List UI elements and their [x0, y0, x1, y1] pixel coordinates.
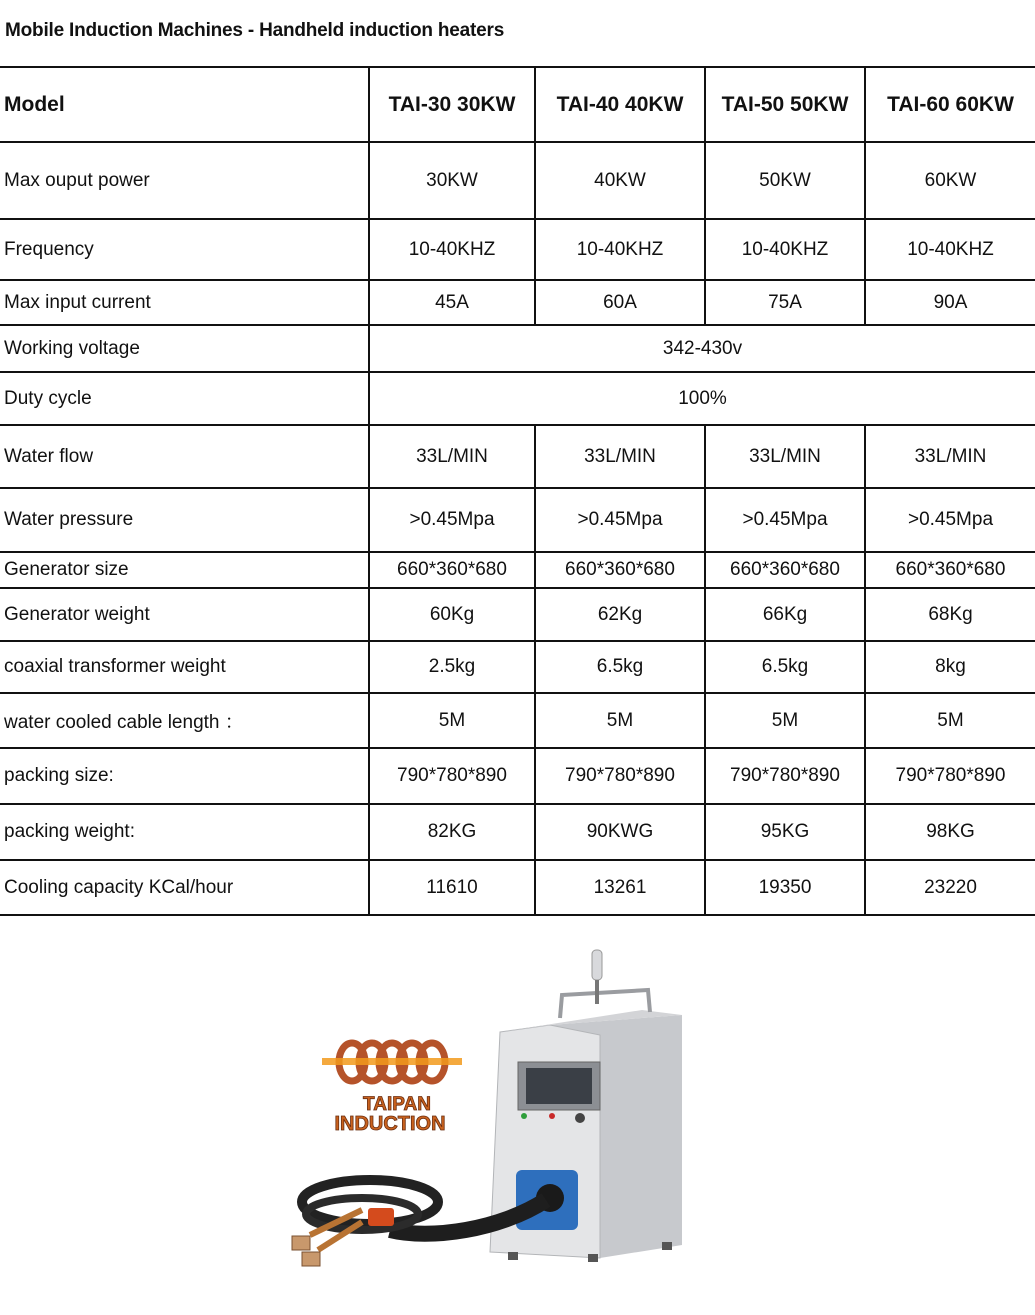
table-row: [0, 552, 1035, 588]
value-cell: 790*780*890: [865, 748, 1035, 804]
value-cell: 33L/MIN: [535, 425, 705, 488]
table-row: [0, 588, 1035, 641]
product-illustration: [270, 940, 710, 1305]
model-header: TAI-50 50KW: [705, 67, 865, 142]
value-cell: 10-40KHZ: [865, 219, 1035, 280]
value-cell: 5M: [705, 693, 865, 748]
value-cell: 30KW: [369, 142, 535, 219]
page-title: Mobile Induction Machines - Handheld induction heaters: [5, 20, 505, 41]
merged-value-cell: 342-430v: [369, 325, 1035, 372]
value-cell: 40KW: [535, 142, 705, 219]
value-cell: 2.5kg: [369, 641, 535, 693]
value-cell: 50KW: [705, 142, 865, 219]
row-label: Frequency: [0, 219, 369, 280]
model-header: TAI-30 30KW: [369, 67, 535, 142]
value-cell: 90A: [865, 280, 1035, 325]
value-cell: 95KG: [705, 804, 865, 860]
table-row: [0, 280, 1035, 325]
logo-line2: INDUCTION: [334, 1113, 446, 1135]
value-cell: 33L/MIN: [865, 425, 1035, 488]
table-row: [0, 860, 1035, 915]
table-row: [0, 325, 1035, 372]
model-header: TAI-40 40KW: [535, 67, 705, 142]
value-cell: 75A: [705, 280, 865, 325]
value-cell: 5M: [369, 693, 535, 748]
header-model-label: Model: [0, 67, 369, 142]
merged-value-cell: 100%: [369, 372, 1035, 425]
value-cell: 660*360*680: [865, 552, 1035, 588]
table-row: [0, 219, 1035, 280]
value-cell: 660*360*680: [705, 552, 865, 588]
value-cell: 60KW: [865, 142, 1035, 219]
row-label: Cooling capacity KCal/hour: [0, 860, 369, 915]
value-cell: 10-40KHZ: [369, 219, 535, 280]
value-cell: 6.5kg: [705, 641, 865, 693]
value-cell: 33L/MIN: [369, 425, 535, 488]
row-label: Working voltage: [0, 325, 369, 372]
value-cell: 790*780*890: [535, 748, 705, 804]
row-label: Duty cycle: [0, 372, 369, 425]
taipan-logo: [322, 1043, 462, 1135]
value-cell: 660*360*680: [535, 552, 705, 588]
value-cell: 5M: [535, 693, 705, 748]
value-cell: 660*360*680: [369, 552, 535, 588]
row-label: Generator weight: [0, 588, 369, 641]
value-cell: 10-40KHZ: [705, 219, 865, 280]
value-cell: 790*780*890: [369, 748, 535, 804]
value-cell: 45A: [369, 280, 535, 325]
row-label: Generator size: [0, 552, 369, 588]
spec-table: [0, 66, 1035, 916]
value-cell: 19350: [705, 860, 865, 915]
value-cell: 790*780*890: [705, 748, 865, 804]
table-row: [0, 425, 1035, 488]
row-label: Max input current: [0, 280, 369, 325]
value-cell: >0.45Mpa: [369, 488, 535, 552]
value-cell: 90KWG: [535, 804, 705, 860]
table-header-row: [0, 67, 1035, 142]
table-row: [0, 641, 1035, 693]
row-label: packing weight:: [0, 804, 369, 860]
value-cell: 60Kg: [369, 588, 535, 641]
row-label: coaxial transformer weight: [0, 641, 369, 693]
value-cell: 13261: [535, 860, 705, 915]
value-cell: 60A: [535, 280, 705, 325]
value-cell: 62Kg: [535, 588, 705, 641]
row-label: Water flow: [0, 425, 369, 488]
value-cell: >0.45Mpa: [535, 488, 705, 552]
table-row: [0, 693, 1035, 748]
row-label: Max ouput power: [0, 142, 369, 219]
value-cell: 68Kg: [865, 588, 1035, 641]
value-cell: 23220: [865, 860, 1035, 915]
value-cell: >0.45Mpa: [705, 488, 865, 552]
value-cell: 5M: [865, 693, 1035, 748]
value-cell: 11610: [369, 860, 535, 915]
row-label: water cooled cable length ：: [0, 693, 369, 748]
logo-line1: TAIPAN: [363, 1094, 431, 1115]
row-label: packing size:: [0, 748, 369, 804]
value-cell: 66Kg: [705, 588, 865, 641]
table-row: [0, 372, 1035, 425]
table-row: [0, 804, 1035, 860]
value-cell: 33L/MIN: [705, 425, 865, 488]
value-cell: 98KG: [865, 804, 1035, 860]
value-cell: 82KG: [369, 804, 535, 860]
table-row: [0, 488, 1035, 552]
row-label: Water pressure: [0, 488, 369, 552]
value-cell: 8kg: [865, 641, 1035, 693]
value-cell: 6.5kg: [535, 641, 705, 693]
table-row: [0, 142, 1035, 219]
table-row: [0, 748, 1035, 804]
value-cell: 10-40KHZ: [535, 219, 705, 280]
model-header: TAI-60 60KW: [865, 67, 1035, 142]
value-cell: >0.45Mpa: [865, 488, 1035, 552]
